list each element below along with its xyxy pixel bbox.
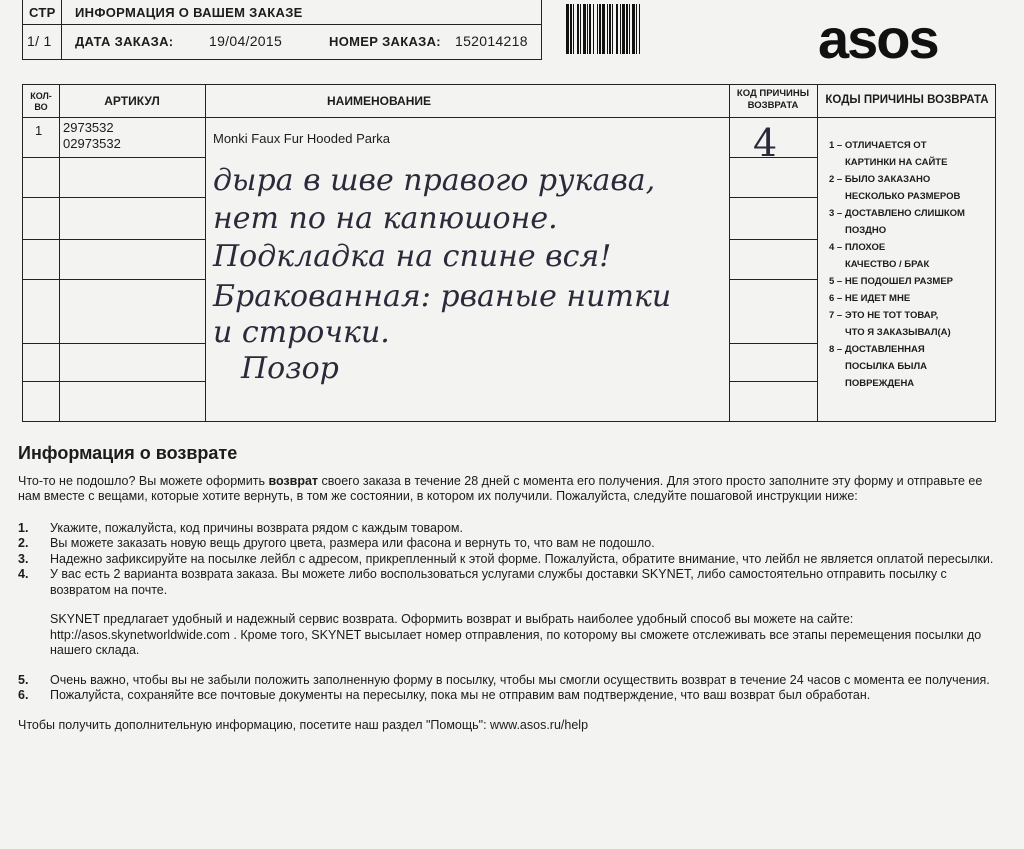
instruction-text: Вы можете заказать новую вещь другого цвета, размера или фасона и вернуть то, что вам не подошло. [50, 536, 655, 550]
item-reason-code: 4 [753, 121, 778, 165]
instruction-number: 5. [18, 672, 29, 687]
reason-code-line: 3 – ДОСТАВЛЕНО СЛИШКОМ [829, 208, 965, 219]
handwritten-note-line-2: нет по на капюшоне. [213, 201, 558, 236]
item-article-1: 2973532 [63, 120, 114, 135]
handwritten-note-line-5: и строчки. [213, 315, 390, 350]
order-number-label: НОМЕР ЗАКАЗА: [329, 34, 441, 49]
items-table [22, 84, 996, 422]
order-date-label: ДАТА ЗАКАЗА: [75, 34, 174, 49]
handwritten-note-line-4: Бракованная: рваные нитки [213, 279, 672, 314]
order-info-header [22, 0, 542, 60]
instruction-number: 3. [18, 551, 29, 566]
reason-code-line: КАЧЕСТВО / БРАК [845, 259, 930, 270]
page-value: 1/ 1 [27, 33, 52, 49]
reason-code-line: 4 – ПЛОХОЕ [829, 242, 886, 253]
instruction-item [18, 521, 998, 537]
barcode-icon [566, 4, 696, 54]
reason-code-line: КАРТИНКИ НА САЙТЕ [845, 157, 948, 168]
reason-code-line: ЧТО Я ЗАКАЗЫВАЛ(А) [845, 327, 951, 338]
reason-code-line: 5 – НЕ ПОДОШЕЛ РАЗМЕР [829, 276, 954, 287]
instruction-text: Укажите, пожалуйста, код причины возврата рядом с каждым товаром. [50, 520, 463, 535]
reason-code-header: КОД ПРИЧИНЫ ВОЗВРАТА [736, 88, 810, 111]
order-number: 152014218 [455, 33, 528, 49]
asos-logo: asos [818, 7, 938, 70]
reason-code-line: НЕСКОЛЬКО РАЗМЕРОВ [845, 191, 961, 202]
reason-code-line: 1 – ОТЛИЧАЕТСЯ ОТ [829, 140, 927, 151]
reason-code-line: 8 – ДОСТАВЛЕННАЯ [829, 344, 925, 355]
instruction-text: Надежно зафиксируйте на посылке лейбл с адресом, прикрепленный к этой форме. Пожалуйста, обратите внимание, что лейбл не является оплатой пересылки. [50, 551, 994, 566]
instruction-item [18, 552, 998, 568]
instruction-number: 4. [18, 567, 29, 581]
handwritten-note-line-3: Подкладка на спине вся! [213, 239, 612, 274]
instructions-list-2 [18, 673, 998, 704]
instruction-item [18, 673, 998, 689]
reason-code-line: 6 – НЕ ИДЕТ МНЕ [829, 293, 911, 304]
item-name: Monki Faux Fur Hooded Parka [213, 131, 391, 146]
instruction-text: Пожалуйста, сохраняйте все почтовые документы на пересылку, пока мы не отправим вам подтверждение, что ваш возврат был обработан. [50, 688, 871, 702]
reason-code-line: 2 – БЫЛО ЗАКАЗАНО [829, 174, 931, 185]
instruction-item [18, 536, 998, 552]
qty-header: КОЛ-ВО [30, 91, 52, 112]
instructions-list [18, 521, 998, 599]
return-info [18, 443, 998, 733]
reason-code-line: ПОСЫЛКА БЫЛА [845, 361, 927, 372]
order-date: 19/04/2015 [209, 33, 283, 49]
instruction-number: 1. [18, 520, 29, 535]
instruction-number: 2. [18, 536, 29, 550]
reason-code-line: ПОВРЕЖДЕНА [845, 378, 915, 389]
article-header: АРТИКУЛ [104, 94, 160, 108]
return-info-intro: Что-то не подошло? Вы можете оформить возврат своего заказа в течение 28 дней с момента его получения. Для этого просто заполните эту форму и отправьте ее нам вместе с вещами, которые хотите вернуть, в том же состоянии, в котором их получили. Пожалуйста, следуйте пошаговой инструкции ниже: [18, 473, 983, 503]
instruction-text: У вас есть 2 варианта возврата заказа. Вы можете либо воспользоваться услугами службы доставки SKYNET, либо самостоятельно отправить посылку с возвратом на почте. [50, 567, 947, 597]
instruction-item [18, 688, 998, 704]
handwritten-note-line-1: дыра в шве правого рукава, [213, 163, 656, 198]
skynet-paragraph: SKYNET предлагает удобный и надежный сервис возврата. Оформить возврат и выбрать наиболее удобный способ вы можете на сайте: http://asos.skynetworldwide.com . Кроме того, SKYNET высылает номер отправления, по которому вы сможете отслеживать все этапы перемещения посылки до нашего склада. [50, 612, 982, 657]
reason-code-line: ПОЗДНО [845, 225, 887, 236]
item-article-2: 02973532 [63, 136, 121, 151]
reason-codes-list [823, 137, 993, 392]
item-qty: 1 [35, 123, 43, 138]
return-info-title: Информация о возврате [18, 443, 238, 463]
reason-code-line: 7 – ЭТО НЕ ТОТ ТОВАР, [829, 310, 939, 321]
instruction-text: Очень важно, чтобы вы не забыли положить заполненную форму в посылку, чтобы мы смогли осуществить возврат в течение 24 часов с момента ее получения. [50, 672, 990, 687]
reason-codes-header: КОДЫ ПРИЧИНЫ ВОЗВРАТА [825, 94, 989, 106]
section-title: ИНФОРМАЦИЯ О ВАШЕМ ЗАКАЗЕ [75, 5, 303, 20]
instruction-number: 6. [18, 688, 29, 702]
handwritten-note-line-6: Позор [241, 351, 339, 386]
page-label: СТР [29, 5, 56, 20]
help-footer: Чтобы получить дополнительную информацию, посетите наш раздел "Помощь": www.asos.ru/help [18, 717, 589, 732]
instruction-item [18, 567, 998, 598]
name-header: НАИМЕНОВАНИЕ [327, 94, 431, 108]
